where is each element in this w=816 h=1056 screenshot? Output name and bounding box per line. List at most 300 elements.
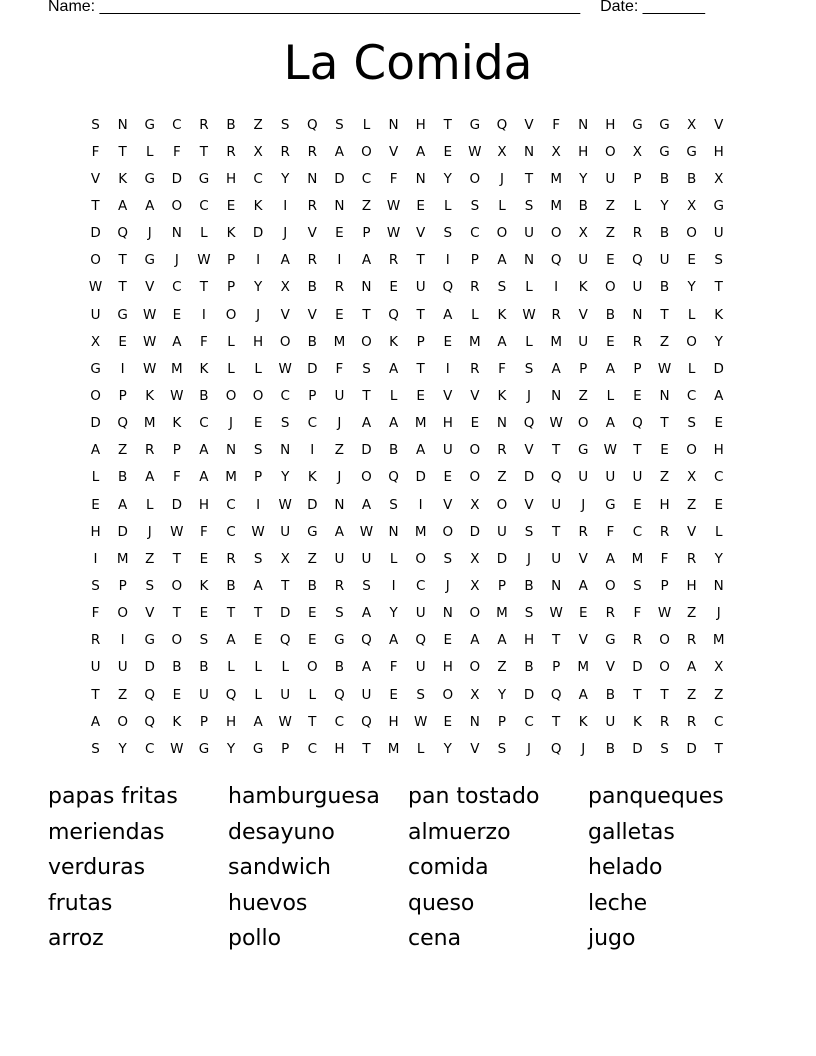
grid-letter: H <box>225 713 237 730</box>
grid-letter: A <box>199 469 209 486</box>
grid-letter: V <box>578 550 588 567</box>
grid-letter: R <box>307 197 317 214</box>
grid-letter: Q <box>632 415 643 432</box>
grid-letter: R <box>632 632 643 649</box>
grid-letter: O <box>361 143 372 160</box>
grid-letter: A <box>90 713 101 730</box>
grid-letter: Z <box>118 686 128 703</box>
grid-letter: K <box>172 713 182 730</box>
grid-letter: C <box>280 387 290 404</box>
grid-letter: Q <box>388 469 399 486</box>
grid-letter: R <box>334 577 345 594</box>
grid-letter: T <box>118 143 127 160</box>
grid-letter: N <box>225 442 237 459</box>
grid-letter: T <box>362 387 371 404</box>
grid-letter: A <box>470 632 480 649</box>
grid-letter: R <box>145 442 155 459</box>
grid-letter: G <box>713 197 724 214</box>
grid-letter: Z <box>361 197 372 214</box>
grid-letter: Y <box>281 469 290 486</box>
word-list-item: frutas <box>48 890 113 916</box>
grid-letter: O <box>605 279 616 296</box>
grid-letter: J <box>147 523 152 540</box>
grid-letter: W <box>359 523 374 540</box>
grid-letter: O <box>605 143 616 160</box>
grid-letter: A <box>90 442 101 459</box>
grid-letter: A <box>118 496 128 513</box>
grid-letter: E <box>335 306 344 323</box>
grid-letter: F <box>606 523 615 540</box>
grid-letter: O <box>361 469 372 486</box>
grid-letter: M <box>550 170 562 187</box>
grid-letter: R <box>280 143 290 160</box>
grid-letter: P <box>226 279 236 296</box>
grid-letter: A <box>416 143 426 160</box>
grid-letter: A <box>145 197 155 214</box>
grid-letter: W <box>251 523 265 540</box>
grid-letter: L <box>254 686 262 703</box>
grid-letter: O <box>117 605 128 622</box>
grid-letter: W <box>386 225 401 242</box>
grid-letter: P <box>254 469 263 486</box>
grid-letter: W <box>170 523 184 540</box>
word-list-item: hamburguesa <box>228 784 380 809</box>
grid-letter: T <box>118 252 127 269</box>
grid-letter: Y <box>714 333 723 350</box>
grid-letter: N <box>361 279 372 296</box>
grid-letter: S <box>280 116 290 133</box>
grid-letter: W <box>522 306 536 323</box>
grid-letter: S <box>91 740 100 757</box>
grid-letter: L <box>227 333 235 350</box>
grid-letter: S <box>497 740 507 757</box>
grid-letter: N <box>523 143 535 160</box>
word-list-item: verduras <box>48 855 146 880</box>
grid-letter: T <box>524 170 534 187</box>
grid-letter: C <box>226 523 236 540</box>
grid-letter: F <box>552 116 561 133</box>
grid-letter: U <box>524 225 534 242</box>
grid-letter: U <box>334 387 345 404</box>
grid-letter: W <box>278 360 292 377</box>
grid-letter: S <box>362 577 371 594</box>
grid-letter: U <box>632 279 643 296</box>
grid-letter: U <box>280 686 291 703</box>
word-list-item: queso <box>408 890 475 916</box>
grid-letter: H <box>442 659 453 676</box>
grid-letter: G <box>144 632 155 649</box>
grid-letter: B <box>686 170 697 187</box>
grid-letter: H <box>713 143 724 160</box>
grid-letter: D <box>90 415 101 432</box>
grid-letter: S <box>91 116 100 133</box>
grid-letter: N <box>334 197 345 214</box>
grid-letter: L <box>525 279 533 296</box>
grid-letter: T <box>199 143 209 160</box>
grid-letter: T <box>552 632 561 649</box>
grid-letter: R <box>226 143 236 160</box>
grid-letter: N <box>442 605 453 622</box>
grid-letter: D <box>469 523 481 540</box>
grid-letter: S <box>524 197 534 214</box>
grid-letter: T <box>362 306 371 323</box>
grid-letter: X <box>686 116 697 133</box>
grid-letter: X <box>470 496 480 513</box>
grid-letter: O <box>252 387 264 404</box>
grid-letter: K <box>145 387 155 404</box>
grid-letter: Q <box>550 686 562 703</box>
grid-letter: L <box>227 360 235 377</box>
grid-letter: Q <box>550 740 562 757</box>
grid-letter: U <box>361 686 372 703</box>
grid-letter: L <box>687 360 696 377</box>
word-list-item: huevos <box>228 890 308 916</box>
grid-letter: E <box>335 225 344 242</box>
grid-letter: F <box>335 360 344 377</box>
grid-letter: C <box>415 577 426 594</box>
grid-letter: P <box>497 713 507 730</box>
grid-letter: Q <box>306 116 318 133</box>
grid-letter: K <box>578 279 588 296</box>
grid-letter: G <box>659 143 670 160</box>
grid-letter: A <box>199 442 209 459</box>
grid-letter: U <box>117 659 128 676</box>
grid-letter: U <box>659 252 670 269</box>
grid-letter: M <box>143 415 156 432</box>
grid-letter: O <box>171 577 183 594</box>
grid-letter: O <box>686 333 697 350</box>
grid-letter: G <box>659 116 670 133</box>
grid-letter: Y <box>579 170 588 187</box>
grid-letter: E <box>389 686 398 703</box>
grid-letter: A <box>334 523 345 540</box>
grid-letter: S <box>335 605 344 622</box>
grid-letter: J <box>337 469 342 486</box>
grid-letter: L <box>91 469 100 486</box>
grid-letter: N <box>280 442 291 459</box>
grid-letter: E <box>687 252 696 269</box>
grid-letter: Z <box>605 197 615 214</box>
grid-letter: O <box>117 713 128 730</box>
grid-letter: Z <box>253 116 263 133</box>
grid-letter: X <box>90 333 101 350</box>
grid-letter: T <box>416 306 425 323</box>
grid-letter: D <box>252 225 264 242</box>
grid-letter: M <box>171 360 183 377</box>
grid-letter: D <box>361 442 372 459</box>
grid-letter: F <box>172 469 181 486</box>
grid-letter: C <box>172 116 182 133</box>
grid-letter: V <box>605 659 615 676</box>
grid-letter: H <box>253 333 264 350</box>
grid-letter: L <box>471 306 479 323</box>
grid-letter: X <box>470 686 480 703</box>
grid-letter: O <box>171 197 183 214</box>
grid-letter: G <box>605 632 616 649</box>
grid-letter: X <box>280 550 290 567</box>
grid-letter: W <box>170 740 184 757</box>
grid-letter: S <box>416 686 425 703</box>
grid-letter: S <box>524 523 534 540</box>
grid-letter: K <box>172 415 182 432</box>
grid-letter: W <box>413 713 428 730</box>
grid-letter: E <box>443 713 453 730</box>
grid-letter: N <box>334 496 345 513</box>
grid-letter: E <box>714 496 723 513</box>
grid-letter: S <box>524 605 534 622</box>
grid-letter: D <box>686 740 697 757</box>
grid-letter: O <box>361 333 372 350</box>
grid-letter: T <box>552 713 561 730</box>
grid-letter: U <box>415 659 426 676</box>
grid-letter: D <box>713 360 724 377</box>
grid-letter: C <box>524 713 534 730</box>
word-list-item: meriendas <box>48 819 165 845</box>
word-list-item: leche <box>588 890 648 916</box>
grid-letter: M <box>550 197 562 214</box>
grid-letter: U <box>90 659 101 676</box>
grid-letter: A <box>578 577 588 594</box>
grid-letter: W <box>278 713 292 730</box>
grid-letter: V <box>524 442 534 459</box>
grid-letter: V <box>524 116 534 133</box>
grid-letter: Y <box>443 740 452 757</box>
word-list-item: arroz <box>48 926 104 951</box>
grid-letter: T <box>552 442 561 459</box>
grid-letter: A <box>388 360 399 377</box>
grid-letter: X <box>280 279 290 296</box>
grid-letter: L <box>633 197 642 214</box>
grid-letter: C <box>361 170 372 187</box>
grid-letter: U <box>198 686 209 703</box>
grid-letter: P <box>118 387 127 404</box>
word-list-item: panqueques <box>588 784 724 809</box>
grid-letter: G <box>144 252 155 269</box>
grid-letter: B <box>307 279 317 296</box>
grid-letter: Q <box>361 632 372 649</box>
grid-letter: H <box>225 170 237 187</box>
grid-letter: A <box>361 415 372 432</box>
grid-letter: J <box>337 415 342 432</box>
grid-letter: S <box>199 632 209 649</box>
grid-letter: E <box>633 496 642 513</box>
grid-letter: G <box>144 116 155 133</box>
grid-letter: C <box>253 170 263 187</box>
grid-letter: E <box>172 686 182 703</box>
grid-letter: E <box>470 415 480 432</box>
grid-letter: M <box>387 740 400 757</box>
grid-letter: Z <box>334 442 345 459</box>
grid-letter: L <box>362 116 371 133</box>
grid-letter: C <box>470 225 480 242</box>
grid-letter: T <box>172 550 181 567</box>
grid-letter: D <box>523 469 535 486</box>
grid-letter: B <box>524 577 534 594</box>
grid-letter: Q <box>117 225 128 242</box>
grid-letter: B <box>605 740 615 757</box>
grid-letter: J <box>229 415 233 432</box>
grid-letter: R <box>659 523 670 540</box>
grid-letter: T <box>552 523 561 540</box>
grid-letter: E <box>308 632 317 649</box>
grid-letter: X <box>714 170 724 187</box>
grid-letter: Q <box>550 252 562 269</box>
grid-letter: O <box>659 632 670 649</box>
grid-letter: A <box>578 686 588 703</box>
word-list-item: sandwich <box>228 855 331 880</box>
grid-letter: E <box>118 333 127 350</box>
grid-letter: E <box>416 197 425 214</box>
grid-letter: L <box>606 387 615 404</box>
grid-letter: N <box>469 713 480 730</box>
name-field: Name: ______________________________________________________ <box>48 0 581 15</box>
grid-letter: A <box>714 387 724 404</box>
grid-letter: O <box>496 496 508 513</box>
grid-letter: I <box>445 252 450 269</box>
grid-letter: W <box>468 143 482 160</box>
grid-letter: A <box>280 252 290 269</box>
grid-letter: I <box>391 577 396 594</box>
grid-letter: S <box>470 197 480 214</box>
grid-letter: J <box>527 550 532 567</box>
grid-letter: I <box>337 252 342 269</box>
grid-letter: R <box>578 523 588 540</box>
grid-letter: L <box>714 523 723 540</box>
grid-letter: Y <box>389 605 398 622</box>
grid-letter: D <box>144 659 155 676</box>
grid-letter: O <box>171 632 183 649</box>
grid-letter: E <box>172 306 182 323</box>
grid-letter: B <box>307 577 317 594</box>
grid-letter: D <box>280 605 291 622</box>
grid-letter: P <box>172 442 181 459</box>
grid-letter: A <box>361 659 372 676</box>
grid-letter: J <box>527 740 532 757</box>
grid-letter: E <box>226 197 236 214</box>
grid-letter: O <box>469 605 481 622</box>
grid-letter: Q <box>334 686 345 703</box>
grid-letter: B <box>334 659 345 676</box>
grid-letter: C <box>686 387 697 404</box>
grid-letter: F <box>389 170 398 187</box>
grid-letter: E <box>660 442 669 459</box>
grid-letter: A <box>686 659 697 676</box>
grid-letter: L <box>227 659 235 676</box>
grid-letter: V <box>280 306 290 323</box>
grid-letter: J <box>256 306 261 323</box>
grid-letter: H <box>90 523 101 540</box>
grid-letter: V <box>443 387 453 404</box>
grid-letter: N <box>496 415 507 432</box>
grid-letter: N <box>659 387 670 404</box>
grid-letter: Z <box>659 469 670 486</box>
grid-letter: K <box>307 469 317 486</box>
grid-letter: O <box>279 333 291 350</box>
grid-letter: F <box>498 360 506 377</box>
grid-letter: I <box>201 306 206 323</box>
grid-letter: Q <box>144 713 156 730</box>
grid-letter: Y <box>687 279 696 296</box>
grid-letter: E <box>633 387 642 404</box>
grid-letter: O <box>306 659 318 676</box>
grid-letter: Z <box>686 496 697 513</box>
grid-letter: B <box>307 333 317 350</box>
grid-letter: N <box>551 577 562 594</box>
grid-letter: Z <box>578 387 588 404</box>
grid-letter: X <box>470 577 480 594</box>
grid-letter: R <box>307 143 317 160</box>
grid-letter: U <box>280 523 291 540</box>
grid-letter: E <box>308 605 317 622</box>
grid-letter: N <box>632 306 643 323</box>
grid-letter: L <box>308 686 317 703</box>
grid-letter: G <box>605 496 616 513</box>
grid-letter: M <box>631 550 644 567</box>
grid-letter: Y <box>281 170 290 187</box>
grid-letter: R <box>226 550 236 567</box>
grid-letter: K <box>199 360 209 377</box>
grid-letter: D <box>632 659 643 676</box>
grid-letter: P <box>633 360 642 377</box>
grid-letter: X <box>470 550 480 567</box>
grid-letter: O <box>469 170 481 187</box>
grid-letter: P <box>281 740 290 757</box>
grid-letter: A <box>605 415 615 432</box>
grid-letter: X <box>253 143 263 160</box>
grid-letter: F <box>172 143 181 160</box>
grid-letter: T <box>633 442 642 459</box>
grid-letter: O <box>225 306 237 323</box>
grid-letter: Q <box>388 306 399 323</box>
grid-letter: G <box>307 523 318 540</box>
grid-letter: V <box>307 306 317 323</box>
grid-letter: B <box>659 170 670 187</box>
grid-letter: S <box>633 577 642 594</box>
grid-letter: J <box>499 170 504 187</box>
grid-letter: F <box>389 659 398 676</box>
grid-letter: F <box>200 333 208 350</box>
grid-letter: T <box>308 713 317 730</box>
grid-letter: O <box>496 225 508 242</box>
grid-letter: E <box>416 387 425 404</box>
grid-letter: U <box>578 333 589 350</box>
grid-letter: S <box>443 225 453 242</box>
grid-letter: E <box>714 415 723 432</box>
grid-letter: B <box>605 686 615 703</box>
grid-letter: T <box>362 740 371 757</box>
grid-letter: T <box>416 252 425 269</box>
grid-letter: R <box>686 632 697 649</box>
grid-letter: Z <box>686 605 697 622</box>
grid-letter: D <box>171 170 183 187</box>
grid-letter: U <box>442 442 453 459</box>
grid-letter: I <box>256 496 261 513</box>
grid-letter: X <box>686 469 697 486</box>
grid-letter: B <box>578 197 588 214</box>
grid-letter: J <box>581 740 586 757</box>
grid-letter: F <box>200 523 208 540</box>
grid-letter: A <box>118 197 128 214</box>
grid-letter: A <box>497 632 507 649</box>
grid-letter: M <box>712 632 725 649</box>
grid-letter: K <box>632 713 642 730</box>
grid-letter: K <box>714 306 724 323</box>
grid-letter: Z <box>307 550 317 567</box>
grid-letter: Y <box>660 197 669 214</box>
grid-letter: L <box>444 197 452 214</box>
grid-letter: M <box>469 333 481 350</box>
grid-letter: A <box>361 252 372 269</box>
